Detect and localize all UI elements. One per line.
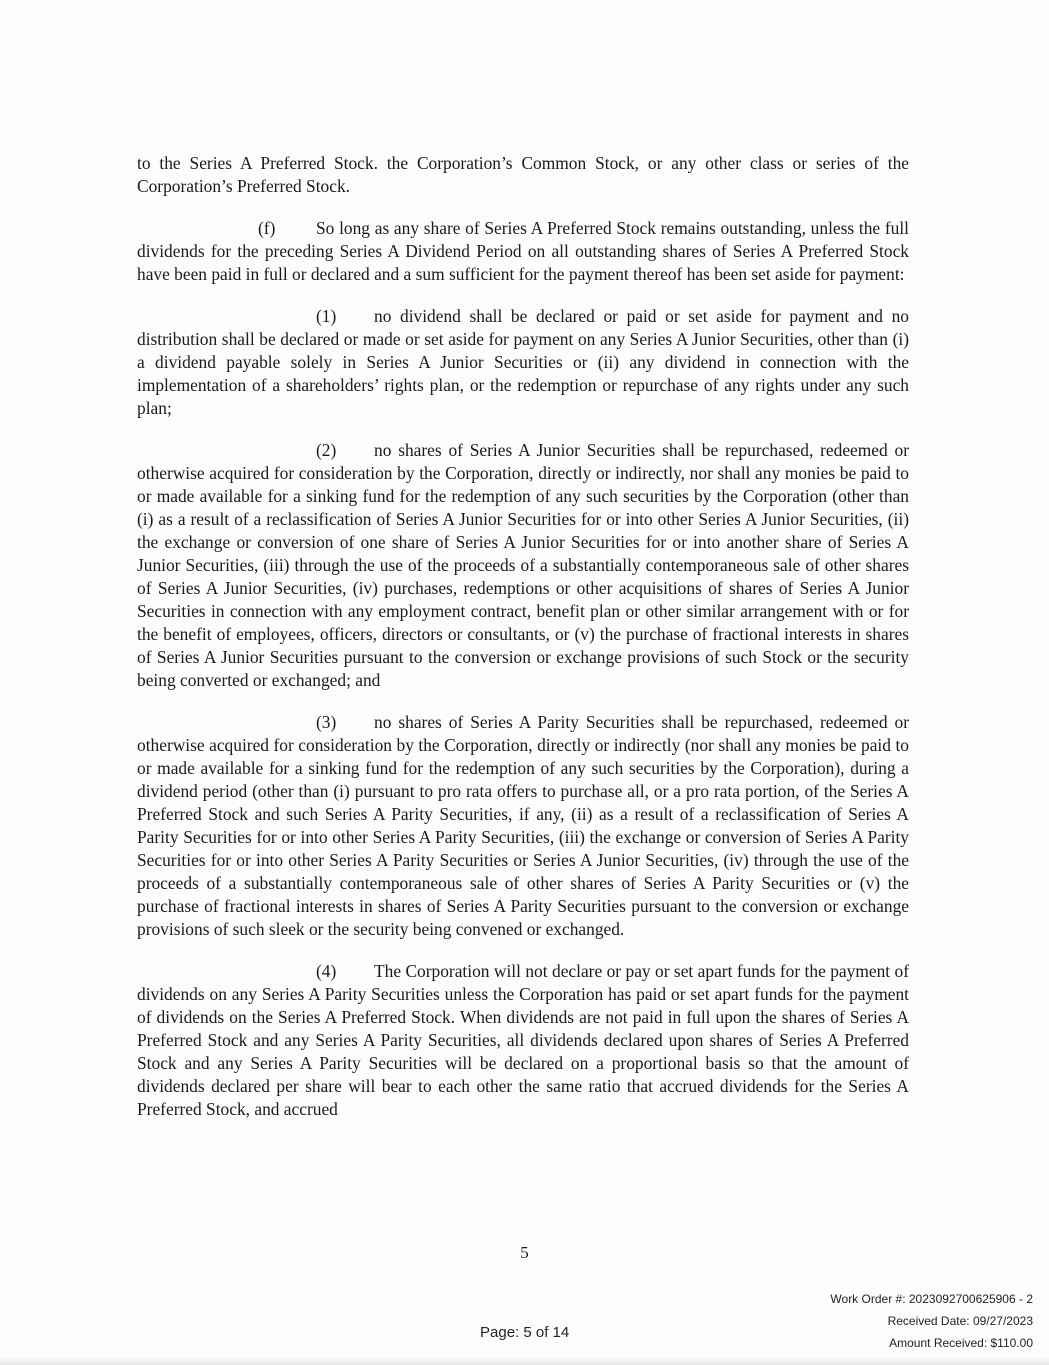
paragraph-4-marker: (4) bbox=[316, 961, 337, 981]
paragraph-continuation: to the Series A Preferred Stock. the Corporation’s Common Stock, or any other class or series of the Corporation’s Preferred Stock. bbox=[137, 153, 909, 196]
paragraph-1 bbox=[137, 305, 909, 420]
paragraph-f-marker: (f) bbox=[258, 218, 276, 238]
filing-stamp bbox=[830, 1288, 1033, 1354]
amount-received: Amount Received: $110.00 bbox=[889, 1336, 1033, 1350]
work-order-number: Work Order #: 2023092700625906 - 2 bbox=[830, 1292, 1033, 1306]
paragraph-3-marker: (3) bbox=[316, 712, 337, 732]
paragraph-1-text: no dividend shall be declared or paid or set aside for payment and no distribution shall be declared or made or set aside for payment on any Series A Junior Securities, other than (i) a dividend payable solely in Series A Junior Securities or (ii) any dividend in connection with the implementation of a shareholders’ rights plan, or the redemption or repurchase of any rights under any such plan; bbox=[137, 306, 909, 418]
paragraph-f bbox=[137, 217, 909, 286]
paragraph-f-text: So long as any share of Series A Preferred Stock remains outstanding, unless the full dividends for the preceding Series A Dividend Period on all outstanding shares of Series A Preferred Stock have been paid in full or declared and a sum sufficient for the payment thereof has been set aside for payment: bbox=[137, 218, 909, 284]
received-date: Received Date: 09/27/2023 bbox=[887, 1314, 1033, 1328]
scan-edge bbox=[0, 1357, 1049, 1365]
paragraph-2 bbox=[137, 439, 909, 692]
paragraph-4-text: The Corporation will not declare or pay or set apart funds for the payment of dividends on any Series A Parity Securities unless the Corporation has paid or set apart funds for the payment of dividends on the Series A Preferred Stock. When dividends are not paid in full upon the shares of Series A Preferred Stock and any Series A Parity Securities, all dividends declared upon shares of Series A Preferred Stock and any Series A Parity Securities will be declared on a proportional basis so that the amount of dividends declared per share will bear to each other the same ratio that accrued dividends for the Series A Preferred Stock, and accrued bbox=[137, 961, 909, 1119]
page-number: 5 bbox=[520, 1243, 529, 1262]
footer-page-label: Page: 5 of 14 bbox=[480, 1324, 570, 1341]
document-body bbox=[137, 152, 909, 1140]
paragraph-4 bbox=[137, 960, 909, 1121]
paragraph-2-marker: (2) bbox=[316, 440, 337, 460]
paragraph-1-marker: (1) bbox=[316, 306, 337, 326]
paragraph-3 bbox=[137, 711, 909, 941]
paragraph-2-text: no shares of Series A Junior Securities shall be repurchased, redeemed or otherwise acquired for consideration by the Corporation, directly or indirectly, nor shall any monies be paid to or made available for a sinking fund for the redemption of any such securities by the Corporation (other than (i) as a result of a reclassification of Series A Junior Securities for or into other Series A Junior Securities, (ii) the exchange or conversion of one share of Series A Junior Securities for or into another share of Series A Junior Securities, (iii) through the use of the proceeds of a substantially contemporaneous sale of other shares of Series A Junior Securities, (iv) purchases, redemptions or other acquisitions of shares of Series A Junior Securities in connection with any employment contract, benefit plan or other similar arrangement with or for the benefit of employees, officers, directors or consultants, or (v) the purchase of fractional interests in shares of Series A Junior Securities pursuant to the conversion or exchange provisions of such Stock or the security being converted or exchanged; and bbox=[137, 440, 909, 690]
paragraph-3-text: no shares of Series A Parity Securities shall be repurchased, redeemed or otherwise acquired for consideration by the Corporation, directly or indirectly (nor shall any monies be paid to or made available for a sinking fund for the redemption of any such securities by the Corporation), during a dividend period (other than (i) pursuant to pro rata offers to purchase all, or a pro rata portion, of the Series A Preferred Stock and such Series A Parity Securities, if any, (ii) as a result of a reclassification of Series A Parity Securities for or into other Series A Parity Securities, (iii) the exchange or conversion of Series A Parity Securities for or into other Series A Parity Securities or Series A Junior Securities, (iv) through the use of the proceeds of a substantially contemporaneous sale of other shares of Series A Parity Securities or (v) the purchase of fractional interests in shares of Series A Parity Securities pursuant to the conversion or exchange provisions of such sleek or the security being convened or exchanged. bbox=[137, 712, 909, 939]
